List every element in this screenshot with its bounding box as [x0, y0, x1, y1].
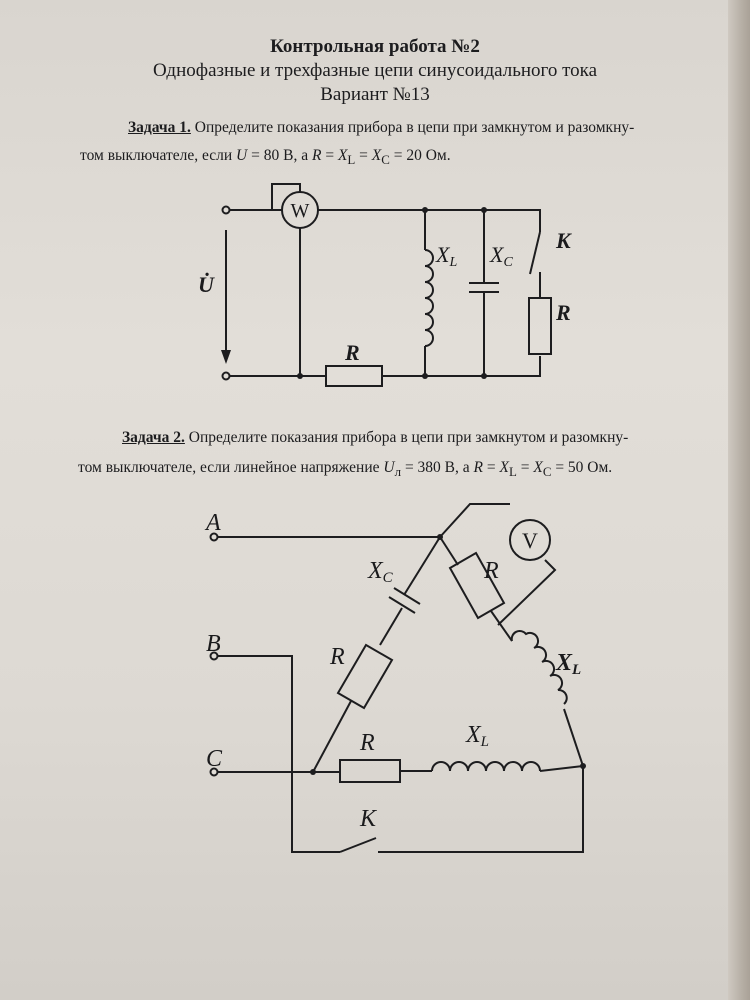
- task2-u-sub: л: [394, 464, 402, 480]
- switch-label-2: K: [360, 806, 377, 832]
- inductor-right-label-2: [555, 650, 581, 678]
- junction-dot: [310, 769, 316, 775]
- work-variant: Вариант №13: [320, 84, 430, 105]
- capacitor-label-x: X: [490, 242, 504, 267]
- capacitor-2: [389, 588, 420, 613]
- task2-text-b1: том выключателе, если линейное напряжение: [78, 459, 384, 476]
- task1-text-b3: = 80 В, а: [247, 147, 312, 164]
- phase-b-label: B: [206, 631, 221, 657]
- task2-xc-sub: C: [542, 464, 552, 480]
- work-title: Контрольная работа №2: [270, 36, 480, 57]
- task1-xl-sub: L: [347, 152, 356, 168]
- work-subject: Однофазные и трехфазные цепи синусоидального тока: [152, 60, 598, 81]
- task1-r: R: [311, 147, 322, 164]
- capacitor-label-sub: C: [503, 255, 513, 270]
- switch-k-2: [340, 838, 376, 852]
- wire-bottom-leg-right: [540, 766, 583, 771]
- capacitor-label-2: [367, 558, 394, 586]
- switch-label-1: K: [556, 228, 571, 253]
- task2-text-b4: = 380 В, а: [401, 459, 474, 476]
- voltage-label: U̇: [198, 272, 214, 297]
- task2-label: Задача 2.: [122, 429, 185, 446]
- capacitor-label-2-sub: C: [382, 570, 393, 586]
- inductor-right-label-2-x: X: [556, 650, 573, 676]
- task1-text-b1: том выключателе, если: [80, 147, 237, 164]
- inductor-label-sub: L: [449, 255, 458, 270]
- wire-left-leg-mid: [380, 608, 402, 645]
- wire-voltmeter-bottom: [498, 560, 555, 625]
- phase-a-label: A: [206, 510, 221, 536]
- wire-voltmeter-top: [440, 504, 510, 537]
- inductor-bottom-2: [432, 762, 540, 771]
- inductor-right-label-2-sub: L: [572, 662, 582, 678]
- wire-switch-to-node: [378, 766, 583, 852]
- task1-label: Задача 1.: [128, 119, 191, 136]
- capacitor-label-2-x: X: [368, 558, 383, 584]
- voltmeter-label: V: [522, 528, 538, 553]
- task1-u: U: [236, 147, 248, 164]
- phase-c-label: C: [206, 746, 223, 772]
- task2-text-b12: = 50 Ом.: [551, 459, 613, 476]
- task1-xc: X: [371, 147, 382, 164]
- wire-left-leg-bottom: [313, 701, 351, 772]
- task2-r: R: [473, 459, 483, 476]
- resistor-left-2: [338, 645, 392, 708]
- resistor-bottom-2: [340, 760, 400, 782]
- task1-text-a: Определите показания прибора в цепи при замкнутом и разомкну-: [190, 119, 635, 136]
- task2-xl-sub: L: [508, 464, 517, 480]
- junction-dot: [580, 763, 586, 769]
- resistor-ab-label-2: R: [484, 558, 499, 584]
- task1-xl: X: [337, 147, 348, 164]
- wattmeter-label: W: [290, 200, 310, 222]
- task2-text-b9: =: [516, 459, 534, 476]
- resistor-left-label-2: R: [330, 644, 345, 670]
- task2-u: U: [383, 459, 395, 476]
- task1-text-b8: =: [355, 147, 372, 164]
- task1-xc-sub: C: [381, 152, 390, 168]
- wire-right-leg-bottom: [564, 709, 583, 766]
- task2-text-b6: =: [483, 459, 500, 476]
- task2-xl: X: [499, 459, 509, 476]
- resistor-bottom-label-1: R: [345, 340, 360, 365]
- wire-right-leg-top: [440, 537, 458, 565]
- inductor-bottom-label-2-sub: L: [480, 734, 490, 750]
- task2-text-a: Определите показания прибора в цепи при замкнутом и разомкну-: [184, 429, 629, 446]
- wire-left-leg-top: [404, 537, 440, 595]
- inductor-bottom-label-2: [465, 722, 489, 750]
- inductor-label-x: X: [436, 242, 450, 267]
- task2-xc: X: [533, 459, 543, 476]
- resistor-right-label-1: R: [556, 300, 571, 325]
- junction-dot: [437, 534, 443, 540]
- task1-text-b11: = 20 Ом.: [389, 147, 451, 164]
- resistor-bottom-label-2: R: [360, 730, 375, 756]
- task1-text-b5: =: [321, 147, 338, 164]
- inductor-bottom-label-2-x: X: [466, 722, 481, 748]
